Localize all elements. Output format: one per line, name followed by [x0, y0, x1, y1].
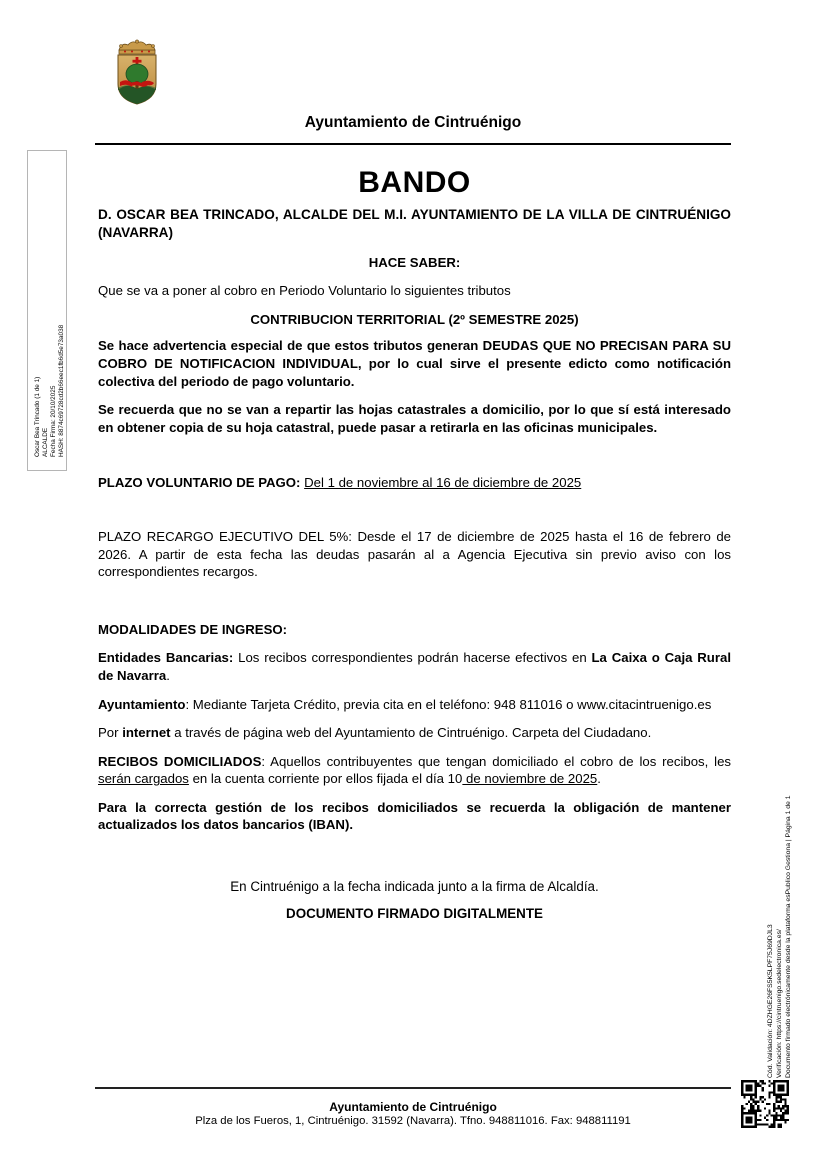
- paragraph-ayuntamiento: [98, 696, 731, 714]
- header-title: Ayuntamiento de Cintruénigo: [304, 114, 522, 131]
- signer-role: ALCALDE: [42, 427, 49, 457]
- internet-text: a través de página web del Ayuntamiento de Cintruénigo. Carpeta del Ciudadano.: [170, 725, 652, 741]
- footer-address: Plza de los Fueros, 1, Cintruénigo. 31592 (Navarra). Tfno. 948811016. Fax: 948811191: [195, 1115, 631, 1127]
- recibos-label: RECIBOS DOMICILIADOS: [98, 753, 262, 769]
- modalidades-heading: MODALIDADES DE INGRESO:: [98, 621, 288, 637]
- signer-name: Oscar Bea Trincado (1 de 1): [34, 376, 41, 457]
- document-body: [98, 158, 731, 922]
- document-title: BANDO: [358, 166, 471, 199]
- recibos-text-2: en la cuenta corriente por ellos fijada el día 10: [188, 771, 463, 787]
- footer-title: Ayuntamiento de Cintruénigo: [329, 1100, 497, 1114]
- paragraph-recargo: PLAZO RECARGO EJECUTIVO DEL 5%: Desde el 17 de diciembre de 2025 hasta el 16 de febrero de 2026. A partir de esta fecha las deudas pasarán al a Agencia Ejecutiva sin previo aviso con los correspondientes recargos.: [98, 528, 731, 580]
- validation-code: Cód. Validación: 4DZHGE26FS5K5LPF75J69DJL3: [767, 924, 774, 1078]
- ayuntamiento-text: : Mediante Tarjeta Crédito, previa cita en el teléfono: 948 811016 o www.citacintruenigo.es: [185, 696, 712, 712]
- paragraph-internet: [98, 724, 731, 742]
- plazo-voluntario-line: [98, 474, 731, 492]
- paragraph-iban: Para la correcta gestión de los recibos domiciliados se recuerda la obligación de mantener actualizados los datos bancarios (IBAN).: [98, 799, 731, 833]
- entidades-period: .: [166, 667, 170, 683]
- signature-place-line: En Cintruénigo a la fecha indicada junto a la firma de Alcaldía.: [230, 879, 599, 895]
- mayor-intro: D. OSCAR BEA TRINCADO, ALCALDE DEL M.I. AYUNTAMIENTO DE LA VILLA DE CINTRUÉNIGO (NAVARRA): [98, 206, 731, 240]
- signature-hash: HASH: 8874c69728cd2b66eec1fb6d5e73a038: [58, 324, 65, 457]
- recibos-period: .: [597, 771, 601, 787]
- verification-url: Verificación: https://cintruenigo.sedelectronica.es/: [776, 929, 783, 1078]
- signature-date: Fecha Firma: 20/10/2025: [50, 385, 57, 457]
- header-rule: [95, 143, 731, 145]
- hace-saber-heading: HACE SABER:: [368, 254, 461, 270]
- internet-bold: internet: [122, 725, 171, 741]
- signature-stamp-text: [34, 282, 66, 457]
- entidades-text: Los recibos correspondientes podrán hacerse efectivos en: [233, 650, 592, 666]
- paragraph-recibos: [98, 753, 731, 788]
- digitally-signed-line: DOCUMENTO FIRMADO DIGITALMENTE: [286, 905, 543, 921]
- signature-stamp-box: [27, 150, 67, 471]
- coat-of-arms: [112, 38, 162, 106]
- recibos-underline-1: serán cargados: [98, 771, 189, 787]
- validation-margin-text: [766, 696, 793, 1078]
- plazo-value: Del 1 de noviembre al 16 de diciembre de 2025: [304, 475, 582, 491]
- recibos-text-1: : Aquellos contribuyentes que tengan domiciliado el cobro de los recibos, les: [261, 753, 732, 769]
- internet-prefix: Por: [98, 725, 123, 741]
- entidades-banks: La Caixa o Caja Rural de Navarra: [98, 650, 731, 683]
- paragraph-hojas-catastrales: Se recuerda que no se van a repartir las hojas catastrales a domicilio, por lo que sí está interesado en obtener copia de su hoja catastral, puede pasar a retirarla en las oficinas municipales.: [98, 402, 731, 435]
- paragraph-cobro: Que se va a poner al cobro en Periodo Voluntario lo siguientes tributos: [98, 283, 511, 299]
- paragraph-advertencia: Se hace advertencia especial de que estos tributos generan DEUDAS QUE NO PRECISAN PARA SU COBRO DE NOTIFICACION INDIVIDUAL, por lo cual sirve el presente edicto como notificación colectiva del periodo de pago voluntario.: [98, 338, 731, 389]
- plazo-label: PLAZO VOLUNTARIO DE PAGO:: [98, 475, 305, 491]
- platform-note: Documento firmado electrónicamente desde la plataforma esPublico Gestiona | Página 1 de 1: [785, 795, 792, 1078]
- ayuntamiento-label: Ayuntamiento: [98, 696, 186, 712]
- paragraph-entidades: [98, 649, 731, 684]
- footer-rule: [95, 1087, 731, 1089]
- entidades-label: Entidades Bancarias:: [98, 650, 234, 666]
- recibos-underline-2: de noviembre de 2025: [462, 771, 598, 787]
- tax-subject-heading: CONTRIBUCION TERRITORIAL (2º SEMESTRE 2025): [250, 311, 579, 327]
- qr-code: [740, 1080, 790, 1128]
